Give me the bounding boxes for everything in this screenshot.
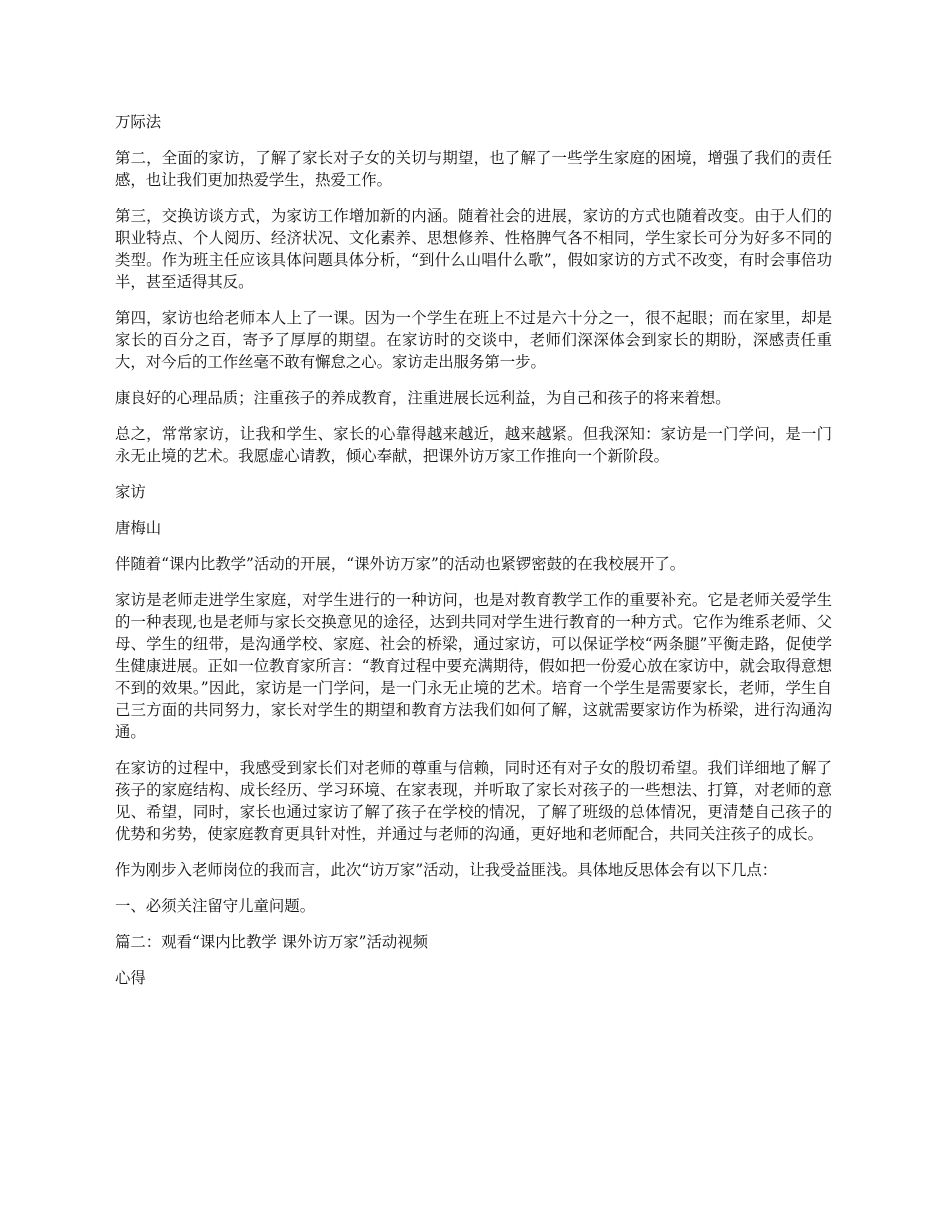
- section-heading-jiafang: 家访: [115, 483, 146, 501]
- paragraph-2: 第二，全面的家访，了解了家长对子女的关切与期望，也了解了一些学生家庭的困境，增强了我们的责任感，也让我们更加热爱学生，热爱工作。: [115, 149, 832, 189]
- paragraph-1: 万际法: [115, 113, 162, 131]
- paragraph-3: 第三，交换访谈方式，为家访工作增加新的内涵。随着社会的进展，家访的方式也随着改变。由于人们的职业特点、个人阅历、经济状况、文化素养、思想修养、性格脾气各不相同，学生家长可分为好多不同的类型。作为班主任应该具体问题具体分析，“到什么山唱什么歌”，假如家访的方式不改变，有时会事倍功半，甚至适得其反。: [115, 207, 832, 291]
- paragraph-9: 伴随着“课内比教学”活动的开展，“课外访万家”的活动也紧锣密鼓的在我校展开了。: [115, 555, 686, 573]
- paragraph-10: 家访是老师走进学生家庭，对学生进行的一种访问，也是对教育教学工作的重要补充。它是老师关爱学生的一种表现,也是老师与家长交换意见的途径，达到共同对学生进行教育的一种方式。它作为维系老师、父母、学生的纽带，是沟通学校、家庭、社会的桥梁，通过家访，可以保证学校“两条腿”平衡走路，促使学生健康进展。正如一位教育家所言：“教育过程中要充满期待，假如把一份爱心放在家访中，就会取得意想不到的效果。”因此，家访是一门学问，是一门永无止境的艺术。培育一个学生是需要家长，老师，学生自己三方面的共同努力，家长对学生的期望和教育方法我们如何了解，这就需要家访作为桥梁，进行沟通沟通。: [115, 591, 832, 741]
- author-name: 唐梅山: [115, 519, 162, 537]
- section-heading-part-two: 篇二：观看“课内比教学 课外访万家”活动视频: [115, 933, 429, 951]
- paragraph-12: 作为刚步入老师岗位的我而言，此次“访万家”活动，让我受益匪浅。具体地反思体会有以下几点：: [115, 861, 778, 879]
- paragraph-5: 康良好的心理品质；注重孩子的养成教育，注重进展长远利益，为自己和孩子的将来着想。: [115, 389, 731, 407]
- section-heading-xinde: 心得: [115, 969, 146, 987]
- paragraph-13: 一、必须关注留守儿童问题。: [115, 897, 316, 915]
- paragraph-4: 第四，家访也给老师本人上了一课。因为一个学生在班上不过是六十分之一，很不起眼；而在家里，却是家长的百分之百，寄予了厚厚的期望。在家访时的交谈中，老师们深深体会到家长的期盼，深感责任重大，对今后的工作丝毫不敢有懈怠之心。家访走出服务第一步。: [115, 309, 832, 371]
- paragraph-11: 在家访的过程中，我感受到家长们对老师的尊重与信赖，同时还有对子女的殷切希望。我们详细地了解了孩子的家庭结构、成长经历、学习环境、在家表现，并听取了家长对孩子的一些想法、打算，对老师的意见、希望，同时，家长也通过家访了解了孩子在学校的情况，了解了班级的总体情况，更清楚自己孩子的优势和劣势，使家庭教育更具针对性，并通过与老师的沟通，更好地和老师配合，共同关注孩子的成长。: [115, 759, 832, 843]
- paragraph-6: 总之，常常家访，让我和学生、家长的心靠得越来越近，越来越紧。但我深知：家访是一门学问，是一门永无止境的艺术。我愿虚心请教，倾心奉献，把课外访万家工作推向一个新阶段。: [115, 425, 832, 465]
